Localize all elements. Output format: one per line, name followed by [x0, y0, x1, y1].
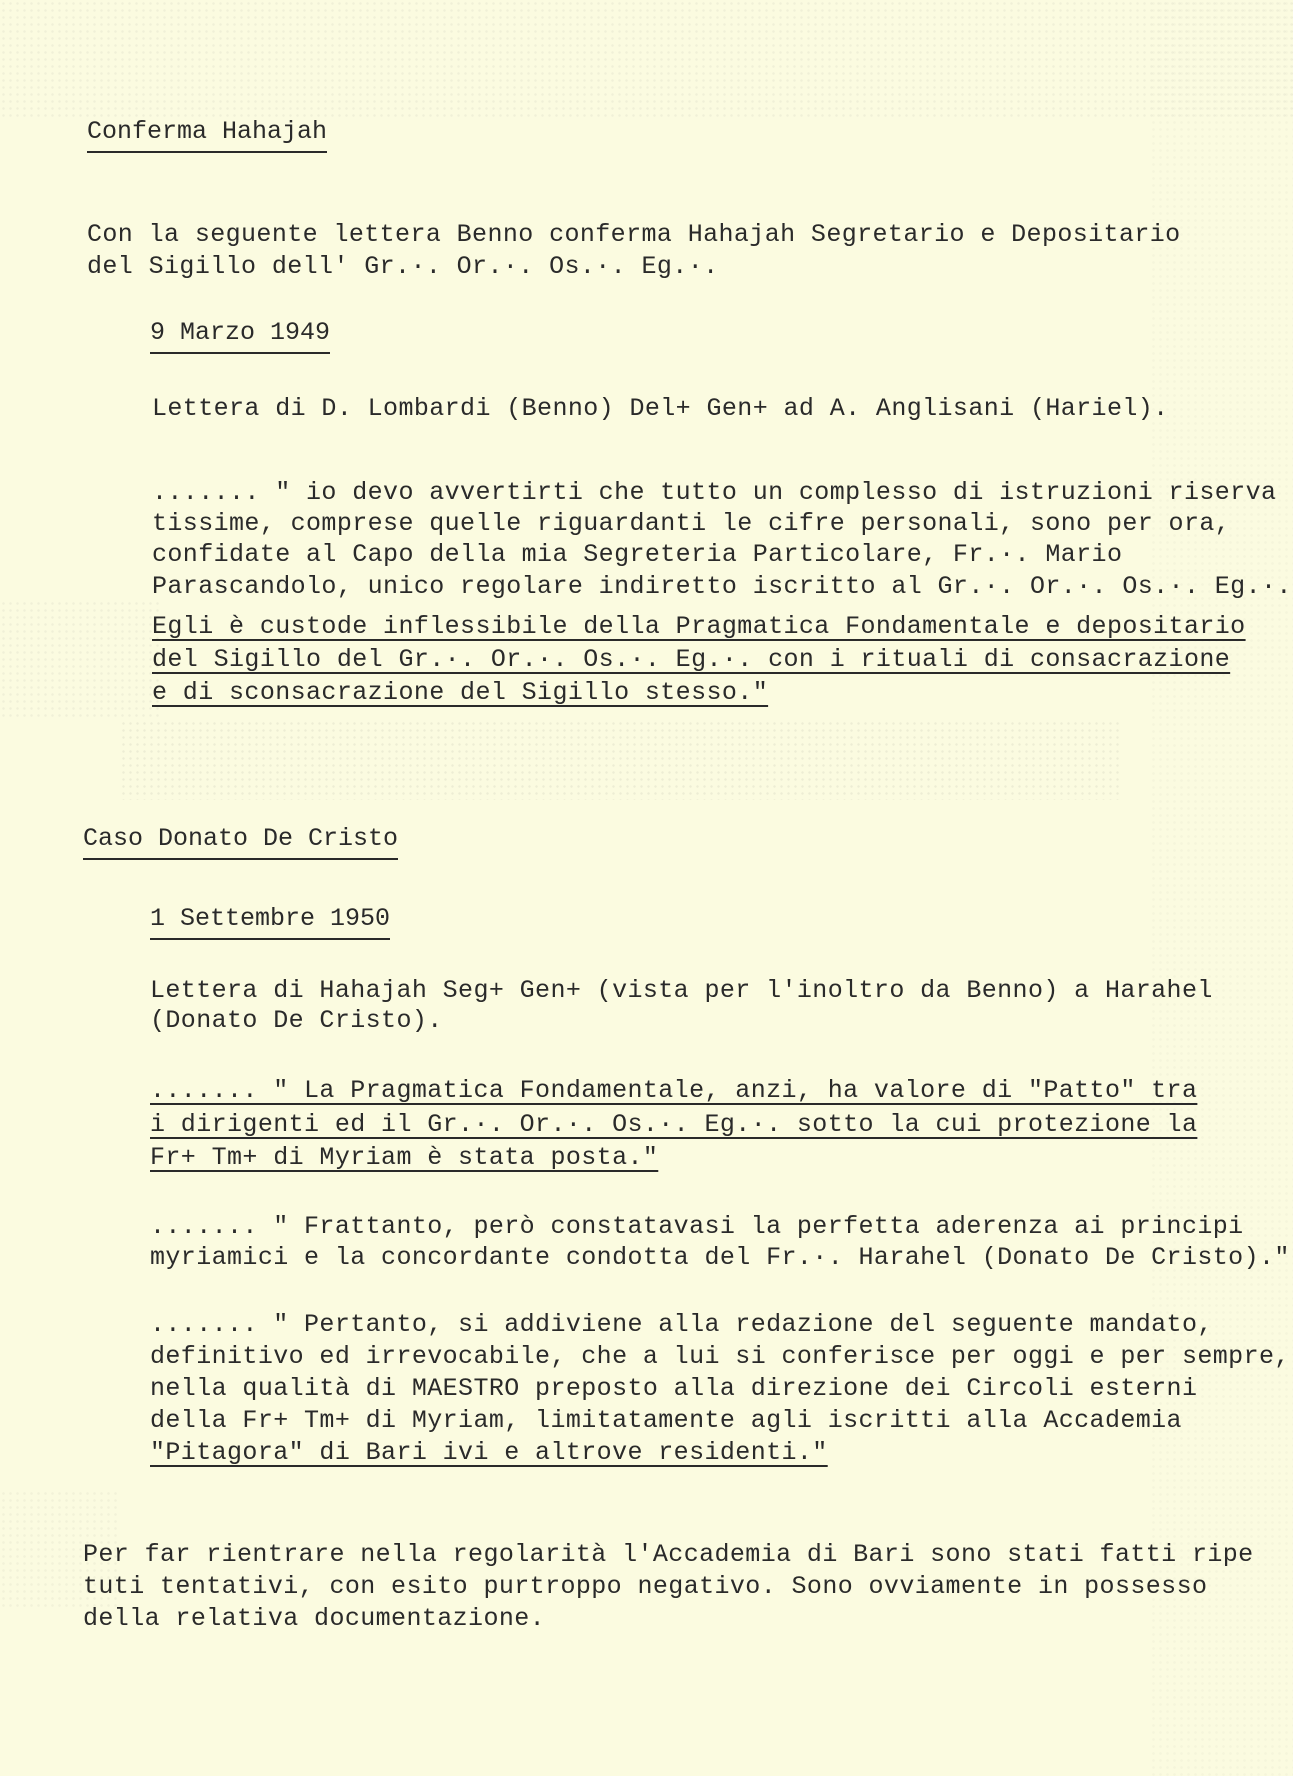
letter-description: Lettera di Hahajah Seg+ Gen+ (vista per l'inoltro da Benno) a Harahel	[150, 976, 1213, 1005]
quote-line-underlined: del Sigillo del Gr.·. Or.·. Os.·. Eg.·. con i rituali di consacrazione	[152, 645, 1231, 674]
quote-line-underlined: Fr+ Tm+ di Myriam è stata posta."	[150, 1143, 659, 1172]
intro-line: del Sigillo dell' Gr.·. Or.·. Os.·. Eg.·.	[87, 252, 719, 281]
letter-description: Lettera di D. Lombardi (Benno) Del+ Gen+ ad A. Anglisani (Hariel).	[152, 394, 1169, 423]
quote-line: confidate al Capo della mia Segreteria Particolare, Fr.·. Mario	[152, 540, 1123, 569]
scan-noise	[1150, 0, 1293, 1776]
quote-line-underlined: "Pitagora" di Bari ivi e altrove residenti."	[150, 1438, 828, 1467]
quote-line: nella qualità di MAESTRO preposto alla direzione dei Circoli esterni	[150, 1374, 1198, 1403]
quote-line: tissime, comprese quelle riguardanti le cifre personali, sono per ora,	[152, 509, 1231, 538]
intro-line: Con la seguente lettera Benno conferma Hahajah Segretario e Depositario	[87, 220, 1181, 249]
quote-line: myriamici e la concordante condotta del Fr.·. Harahel (Donato De Cristo)."	[150, 1243, 1290, 1272]
scan-noise	[0, 600, 160, 720]
section-heading-caso: Caso Donato De Cristo	[83, 824, 398, 860]
quote-line: Parascandolo, unico regolare indiretto iscritto al Gr.·. Or.·. Os.·. Eg.·.	[152, 572, 1292, 601]
quote-line: definitivo ed irrevocabile, che a lui si conferisce per oggi e per sempre,	[150, 1342, 1290, 1371]
quote-line-underlined: i dirigenti ed il Gr.·. Or.·. Os.·. Eg.·. sotto la cui protezione la	[150, 1110, 1198, 1139]
quote-line: ....... " Frattanto, però constatavasi la perfetta aderenza ai principi	[150, 1212, 1244, 1241]
quote-line-underlined: e di sconsacrazione del Sigillo stesso."	[152, 678, 769, 707]
letter-description: (Donato De Cristo).	[150, 1006, 443, 1035]
quote-line: ....... " La Pragmatica Fondamentale, anzi, ha valore di "Patto" tra	[150, 1076, 1198, 1105]
quote-line: ....... " io devo avvertirti che tutto un complesso di istruzioni riserva	[152, 478, 1277, 507]
letter-date: 1 Settembre 1950	[150, 904, 390, 940]
section-heading-conferma: Conferma Hahajah	[87, 117, 327, 153]
quote-line-underlined: Egli è custode inflessibile della Pragmatica Fondamentale e depositario	[152, 612, 1246, 641]
closing-line: tuti tentativi, con esito purtroppo negativo. Sono ovviamente in possesso	[83, 1572, 1208, 1601]
quote-line: ....... " Pertanto, si addiviene alla redazione del seguente mandato,	[150, 1310, 1213, 1339]
closing-line: Per far rientrare nella regolarità l'Accademia di Bari sono stati fatti ripe	[83, 1540, 1254, 1569]
scan-noise	[0, 0, 1293, 120]
scan-noise	[120, 720, 1120, 800]
quote-line: della Fr+ Tm+ di Myriam, limitatamente agli iscritti alla Accademia	[150, 1406, 1182, 1435]
closing-line: della relativa documentazione.	[83, 1604, 546, 1633]
letter-date: 9 Marzo 1949	[150, 318, 330, 354]
